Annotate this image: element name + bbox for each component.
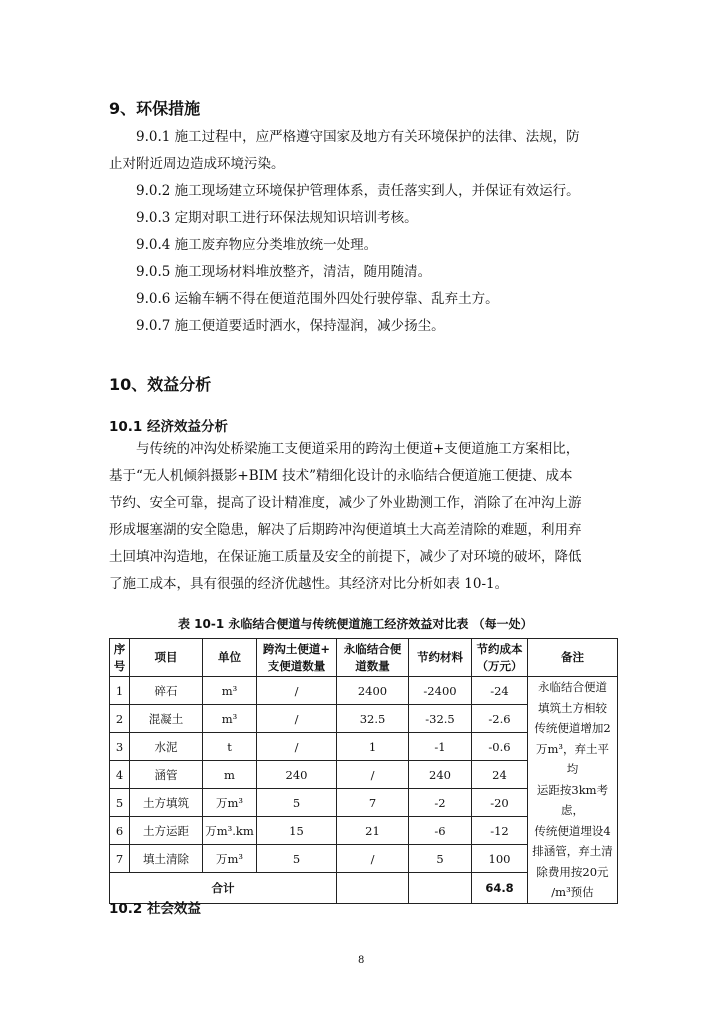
cell-save: -1 xyxy=(409,733,472,761)
cell-cost: -20 xyxy=(472,789,528,817)
cell-trad: / xyxy=(257,705,337,733)
cell-trad: / xyxy=(257,677,337,705)
header-note: 备注 xyxy=(528,639,618,677)
total-label: 合计 xyxy=(110,873,337,903)
env-item-7: 9.0.7 施工便道要适时洒水，保持湿润，减少扬尘。 xyxy=(136,318,445,334)
header-unit: 单位 xyxy=(203,639,257,677)
cell-item: 土方运距 xyxy=(130,817,203,845)
table-caption: 表 10-1 永临结合便道与传统便道施工经济效益对比表 （每一处） xyxy=(178,617,533,631)
section-9-title: 9、环保措施 xyxy=(109,99,201,118)
cell-save: 5 xyxy=(409,845,472,873)
cell-cost: -0.6 xyxy=(472,733,528,761)
cell-trad: 5 xyxy=(257,845,337,873)
header-saved-cost: 节约成本 （万元） xyxy=(472,639,528,677)
cell-no: 7 xyxy=(110,845,130,873)
cell-perm: / xyxy=(337,845,409,873)
cell-trad: 15 xyxy=(257,817,337,845)
economic-comparison-table xyxy=(109,638,618,904)
section-10-2-title: 10.2 社会效益 xyxy=(109,901,202,917)
total-value: 64.8 xyxy=(472,873,528,903)
cell-unit: 万m³ xyxy=(203,845,257,873)
cell-save: -6 xyxy=(409,817,472,845)
cell-no: 2 xyxy=(110,705,130,733)
cell-unit: m³ xyxy=(203,677,257,705)
cell-unit: m³ xyxy=(203,705,257,733)
env-item-2: 9.0.2 施工现场建立环境保护管理体系，责任落实到人，并保证有效运行。 xyxy=(136,183,580,199)
cell-item: 碎石 xyxy=(130,677,203,705)
cell-save: -2400 xyxy=(409,677,472,705)
econ-para-line-3: 节约、安全可靠，提高了设计精准度，减少了外业勘测工作，消除了在冲沟上游 xyxy=(109,495,582,511)
cell-perm: 32.5 xyxy=(337,705,409,733)
cell-cost: -12 xyxy=(472,817,528,845)
cell-unit: m xyxy=(203,761,257,789)
env-item-1: 9.0.1 施工过程中，应严格遵守国家及地方有关环境保护的法律、法规，防 xyxy=(136,129,580,145)
cell-no: 3 xyxy=(110,733,130,761)
cell-cost: 24 xyxy=(472,761,528,789)
cell-empty xyxy=(409,873,472,903)
section-10-1-title: 10.1 经济效益分析 xyxy=(109,419,229,435)
cell-trad: 240 xyxy=(257,761,337,789)
cell-item: 土方填筑 xyxy=(130,789,203,817)
cell-item: 混凝土 xyxy=(130,705,203,733)
cell-unit: 万m³.km xyxy=(203,817,257,845)
cell-unit: 万m³ xyxy=(203,789,257,817)
cell-no: 4 xyxy=(110,761,130,789)
section-10-title: 10、效益分析 xyxy=(109,375,212,394)
econ-para-line-1: 与传统的冲沟处桥梁施工支便道采用的跨沟土便道+支便道施工方案相比， xyxy=(136,441,580,457)
env-item-6: 9.0.6 运输车辆不得在便道范围外四处行驶停靠、乱弃土方。 xyxy=(136,291,499,307)
cell-empty xyxy=(337,873,409,903)
econ-para-line-2: 基于“无人机倾斜摄影+BIM 技术”精细化设计的永临结合便道施工便捷、成本 xyxy=(109,468,573,484)
cell-unit: t xyxy=(203,733,257,761)
cell-item: 涵管 xyxy=(130,761,203,789)
table-row xyxy=(110,677,618,705)
cell-perm: 21 xyxy=(337,817,409,845)
cell-item: 填土清除 xyxy=(130,845,203,873)
cell-perm: / xyxy=(337,761,409,789)
cell-cost: -24 xyxy=(472,677,528,705)
cell-save: -2 xyxy=(409,789,472,817)
cell-save: -32.5 xyxy=(409,705,472,733)
cell-save: 240 xyxy=(409,761,472,789)
econ-para-line-6: 了施工成本，具有很强的经济优越性。其经济对比分析如表 10-1。 xyxy=(109,576,509,592)
header-traditional-qty: 跨沟土便道+ 支便道数量 xyxy=(257,639,337,677)
env-item-4: 9.0.4 施工废弃物应分类堆放统一处理。 xyxy=(136,237,378,253)
header-seq: 序 号 xyxy=(110,639,130,677)
cell-no: 1 xyxy=(110,677,130,705)
env-item-3: 9.0.3 定期对职工进行环保法规知识培训考核。 xyxy=(136,210,418,226)
cell-no: 5 xyxy=(110,789,130,817)
env-item-5: 9.0.5 施工现场材料堆放整齐，清洁，随用随清。 xyxy=(136,264,432,280)
header-item: 项目 xyxy=(130,639,203,677)
cell-no: 6 xyxy=(110,817,130,845)
page-number: 8 xyxy=(358,955,365,966)
cell-trad: / xyxy=(257,733,337,761)
cell-perm: 7 xyxy=(337,789,409,817)
env-item-1-cont: 止对附近周边造成环境污染。 xyxy=(109,156,285,172)
header-permanent-qty: 永临结合便 道数量 xyxy=(337,639,409,677)
cell-note: 永临结合便道 填筑土方相较 传统便道增加2 万m³，弃土平均 运距按3km考虑， 传统便道埋设4 排涵管，弃土清 除费用按20元 /m³预估 xyxy=(528,677,618,904)
header-saved-material: 节约材料 xyxy=(409,639,472,677)
cell-cost: 100 xyxy=(472,845,528,873)
cell-item: 水泥 xyxy=(130,733,203,761)
cell-perm: 2400 xyxy=(337,677,409,705)
econ-para-line-4: 形成堰塞湖的安全隐患，解决了后期跨冲沟便道填土大高差清除的难题，利用弃 xyxy=(109,522,582,538)
cell-cost: -2.6 xyxy=(472,705,528,733)
cell-perm: 1 xyxy=(337,733,409,761)
econ-para-line-5: 土回填冲沟造地，在保证施工质量及安全的前提下，减少了对环境的破坏，降低 xyxy=(109,549,582,565)
cell-trad: 5 xyxy=(257,789,337,817)
